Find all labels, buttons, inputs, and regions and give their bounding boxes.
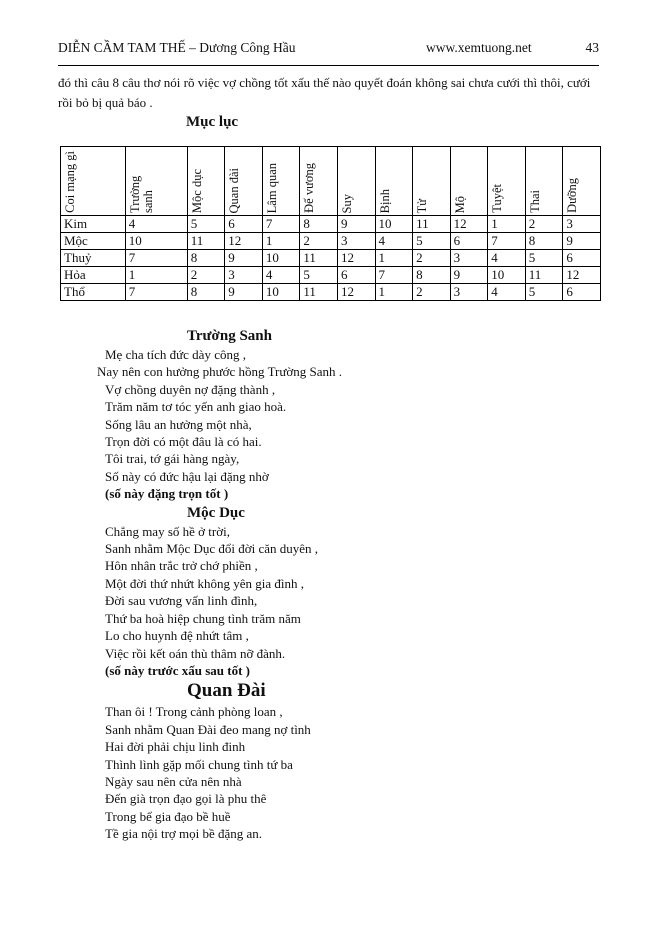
table-cell: 12 [337, 250, 375, 267]
table-cell: 2 [413, 250, 451, 267]
table-header-label: Tuyệt [490, 184, 505, 213]
poem-line: Hai đời phải chịu linh đinh [105, 739, 246, 755]
poem-line: Việc rồi kết oán thù thâm nỡ đành. [105, 645, 286, 661]
table-cell: 8 [525, 233, 563, 250]
table-cell: 11 [525, 267, 563, 284]
table-cell: 1 [375, 250, 413, 267]
table-cell: 8 [300, 216, 338, 233]
table-header-label: Tử [415, 198, 430, 213]
table-header-cell [61, 147, 126, 216]
header-site: www.xemtuong.net [426, 40, 532, 55]
table-row-label: Thổ [61, 284, 126, 301]
table-header-cell [450, 147, 488, 216]
poem-line: Một đời thứ nhứt không yên gia đình , [105, 575, 304, 591]
table-header-label: Quan đài [227, 167, 242, 213]
table-cell: 8 [413, 267, 451, 284]
table-header-label: Mộc dục [189, 168, 204, 213]
table-header-label: Thai [527, 190, 542, 213]
table-cell: 6 [450, 233, 488, 250]
table-cell: 9 [225, 250, 263, 267]
table-cell: 6 [225, 216, 263, 233]
table-cell: 7 [125, 284, 187, 301]
table-cell: 5 [300, 267, 338, 284]
table-cell: 2 [413, 284, 451, 301]
table-header-cell [525, 147, 563, 216]
poem-line: Sanh nhằm Mộc Dục đổi đời căn duyên , [105, 541, 319, 557]
table-cell: 3 [563, 216, 601, 233]
table-cell: 8 [187, 250, 225, 267]
table-cell: 9 [450, 267, 488, 284]
table-cell: 1 [262, 233, 300, 250]
table-header-cell [300, 147, 338, 216]
table-row-label: Mộc [61, 233, 126, 250]
poem-line: Thứ ba hoà hiệp chung tình trăm năm [105, 610, 301, 626]
table-header-label: Lâm quan [264, 162, 279, 213]
table-cell: 2 [525, 216, 563, 233]
intro-paragraph: đó thì câu 8 câu thơ nói rõ việc vợ chồng tốt xấu thế nào quyết đoán không sai chưa cưới thì thôi, cưới rồi bỏ bị quả báo . [58, 75, 591, 110]
table-header-cell [488, 147, 526, 216]
section-note: (số này đặng trọn tốt ) [105, 486, 229, 502]
table-cell: 4 [488, 284, 526, 301]
table-cell: 1 [125, 267, 187, 284]
table-cell: 10 [262, 250, 300, 267]
table-cell: 12 [337, 284, 375, 301]
table-cell: 11 [413, 216, 451, 233]
page-number: 43 [585, 40, 599, 55]
table-row-label: Thuỷ [61, 250, 126, 267]
poem-line: Vợ chồng duyên nợ đặng thành , [105, 381, 276, 397]
table-cell: 5 [525, 250, 563, 267]
poem-line: Sanh nhằm Quan Đài đeo mang nợ tình [105, 721, 311, 737]
table-cell: 8 [187, 284, 225, 301]
table-header-label: Bịnh [377, 188, 392, 213]
table-header-cell [225, 147, 263, 216]
table-cell: 5 [525, 284, 563, 301]
poem-line: Đời sau vương vấn linh đình, [105, 593, 258, 609]
table-cell: 3 [450, 284, 488, 301]
table-header-cell [262, 147, 300, 216]
table-cell: 9 [563, 233, 601, 250]
poem-line: Tôi trai, tớ gái hàng ngày, [105, 451, 240, 467]
table-body [61, 216, 601, 301]
section-title: Trường Sanh [187, 328, 272, 344]
section-title: Mộc Dục [187, 504, 245, 521]
table-cell: 1 [375, 284, 413, 301]
table-cell: 1 [488, 216, 526, 233]
table-cell: 11 [300, 284, 338, 301]
table-header-cell [187, 147, 225, 216]
table-header-cell [413, 147, 451, 216]
table-row [61, 250, 601, 267]
table-header-cell [563, 147, 601, 216]
table-cell: 2 [187, 267, 225, 284]
table-cell: 10 [488, 267, 526, 284]
table-header-label: Coi mạng gì [63, 151, 77, 213]
table-cell: 5 [187, 216, 225, 233]
table-cell: 10 [262, 284, 300, 301]
table-cell: 6 [563, 284, 601, 301]
table-header-cell [375, 147, 413, 216]
poem-line: Mẹ cha tích đức dày công , [105, 347, 246, 362]
table-row-label: Kim [61, 216, 126, 233]
poem-line: Thình lình gặp mối chung tình tứ ba [105, 756, 293, 772]
table-cell: 12 [450, 216, 488, 233]
table-header-cell [337, 147, 375, 216]
poem-sections [97, 326, 343, 843]
table-cell: 4 [125, 216, 187, 233]
poem-line: Trăm năm tơ tóc yến anh giao hoà. [105, 399, 287, 415]
poem-line: Trong bể gia đạo bề huề [105, 808, 231, 824]
table-cell: 10 [375, 216, 413, 233]
table-cell: 12 [225, 233, 263, 250]
header-rule [58, 65, 599, 66]
table-row-label: Hỏa [61, 267, 126, 284]
table-cell: 6 [337, 267, 375, 284]
table-cell: 4 [262, 267, 300, 284]
table-header-row [61, 147, 601, 216]
poem-line: Đến già trọn đạo gọi là phu thê [105, 791, 267, 807]
table-cell: 3 [337, 233, 375, 250]
table-cell: 7 [125, 250, 187, 267]
table-row [61, 216, 601, 233]
table-row [61, 267, 601, 284]
table-cell: 7 [375, 267, 413, 284]
table-header-cell [125, 147, 187, 216]
table-header-label: Mộ [452, 195, 467, 213]
poem-line: Trọn đời có một đâu là có hai. [105, 434, 262, 450]
table-cell: 11 [300, 250, 338, 267]
table-cell: 7 [262, 216, 300, 233]
table-cell: 3 [225, 267, 263, 284]
table-cell: 9 [337, 216, 375, 233]
section-title: Quan Đài [187, 680, 266, 702]
poem-line: Hôn nhân trắc trở chớ phiền , [105, 558, 258, 574]
poem-line: Ngày sau nên cửa nên nhà [105, 773, 242, 789]
table-cell: 5 [413, 233, 451, 250]
section-note: (số này trước xấu sau tốt ) [105, 662, 250, 678]
table-cell: 6 [563, 250, 601, 267]
fate-table [60, 146, 601, 301]
table-cell: 10 [125, 233, 187, 250]
toc-title: Mục lục [186, 114, 239, 130]
page-header [58, 40, 599, 60]
poem-line: Tề gia nội trợ mọi bề đặng an. [105, 826, 263, 842]
table-cell: 2 [300, 233, 338, 250]
poem-line: Than ôi ! Trong cảnh phòng loan , [105, 704, 283, 720]
table-cell: 4 [488, 250, 526, 267]
header-title: DIỄN CẦM TAM THẾ – Dương Công Hầu [58, 40, 296, 55]
table-cell: 11 [187, 233, 225, 250]
poem-line: Lo cho huynh đệ nhứt tâm , [105, 628, 249, 644]
poem-line: Sống lâu an hưởng một nhà, [105, 416, 252, 432]
poem-line: Số này có đức hậu lại đặng nhờ [105, 468, 269, 484]
table-header-label: Suy [339, 193, 354, 213]
table-cell: 7 [488, 233, 526, 250]
table-row [61, 284, 601, 301]
table-row [61, 233, 601, 250]
table-cell: 4 [375, 233, 413, 250]
table-header-label: Dưỡng [565, 178, 580, 213]
table-cell: 9 [225, 284, 263, 301]
poem-line: Chẳng may số hề ở trời, [105, 523, 230, 539]
table-cell: 12 [563, 267, 601, 284]
table-header-label: Đế vương [302, 163, 317, 213]
table-cell: 3 [450, 250, 488, 267]
table-header-label: Trường sanh [127, 175, 155, 213]
poem-line: Nay nên con hưởng phước hồng Trường Sanh . [97, 364, 343, 380]
